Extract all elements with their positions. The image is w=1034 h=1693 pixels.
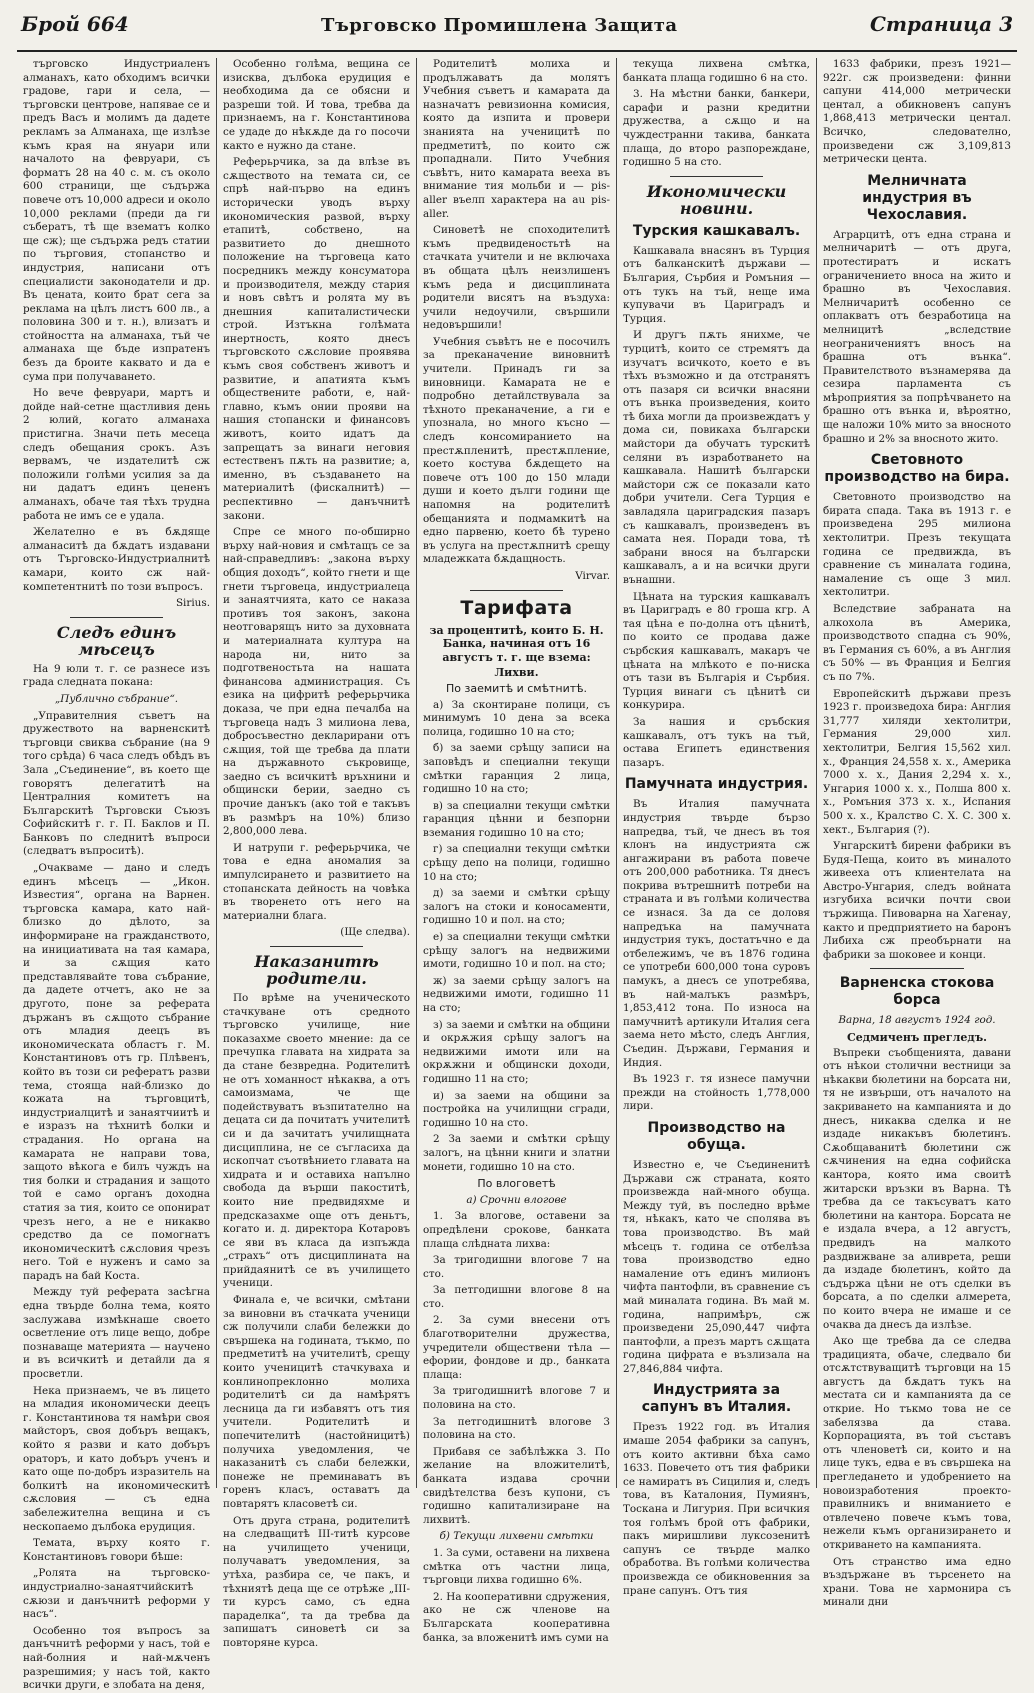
continued-note: (Ще следва).	[340, 926, 410, 939]
paragraph: д) за заеми и смѣтки срѣщу залогъ на стоки и коносаменти, годишно 10 и пол. на сто;	[423, 887, 610, 927]
column-4	[617, 58, 817, 1597]
paragraph: Вследствие забраната на алкохола въ Америка, производството спадна съ 90%, въ Германия съ 60%, а въ Англия съ 50% — въ Франция и Белгия съ по 7%.	[823, 603, 1011, 683]
paragraph: а) За сконтиране полици, съ минимумъ 10 дена за всека полица, годишно 10 на сто;	[423, 698, 610, 738]
headline: Световното производство на бира.	[824, 452, 1010, 486]
paragraph: За нашия и сръбския кашкавалъ, отъ тукъ на тъй, остава Египетъ единствения пазаръ.	[623, 715, 810, 769]
paragraph: 2. На кооперативни сдружения, ако не сж членове на Българската кооперативна банка, за вложенитѣ имъ суми на	[423, 1590, 610, 1644]
newspaper-page	[17, 10, 1017, 1692]
paragraph: Европейскитѣ държави презъ 1923 г. произведоха бира: Англия 31,777 хиляди хектолитри, Германия 29,000 хил. хектолитри, Белгия 15,562 хил. х., Франция 24,558 х. х., Америка 7000 х. х., Дания 2,294 х. х., Унгария 1000 х. х., Полша 800 х. х., Ромъния 373 х. х., Испания 500 х. х., Кралство С. Х. С. 300 х. хект., България (?).	[823, 687, 1011, 836]
paragraph: г) за специални текущи смѣтки срѣщу депо на полици, годишно 10 на сто;	[423, 843, 610, 883]
paragraph: Ако ще требва да се следва традицията, обаче, следвало би отсѫтствуващитѣ търговци на 15 августъ да бѫдатъ тукъ на местата си и кампанията да се открие. Но тъкмо това не се забелязва да става. Корпорацията, въ той съставъ отъ членоветѣ си, които и на лице тукъ, едва е въ свършека на прегледането и удобрението на новоизработения проекто-правилникъ и вниманието е отвлечено повече къмъ това, нежели къмъ организирането и откриването на кампанията.	[823, 1335, 1011, 1551]
paragraph: Аграрцитѣ, отъ една страна и мелничаритѣ — отъ друга, протестиратъ и искатъ ограничението вноса на жито и брашно въ Чехославия. Мелничаритѣ особенно се оплакватъ отъ безработица на мелницитѣ „вследствие неограничениятъ вносъ на брашна отъ вънка“. Правителството възнамерява да сезира парламента съ мѣроприятия за попрѣчването на брашно отъ вънка и, вѣроятно, ще наложи 10% мито за вносното брашно и 2% за вносното жито.	[823, 228, 1011, 445]
column-2	[217, 58, 417, 1649]
paragraph: За петгодишни влогове 8 на сто.	[423, 1284, 610, 1310]
paragraph: Световното производство на бирата спада. Така въ 1913 г. е произведена 295 милиона хектолитри. Презъ текущата година се предвижда, въ сравнение съ миналата година, намаление съ още 3 мил. хектолитри.	[823, 491, 1011, 599]
headline-sub: за процентитѣ, които Б. Н. Банка, начиная отъ 16 августъ т. г. ще взема:	[429, 623, 604, 664]
dateline: Варна, 18 августъ 1924 год.	[838, 1014, 996, 1027]
paragraph: 1. За влогове, оставени за опредѣлени срокове, банката плаща слѣдната лихва:	[423, 1210, 610, 1250]
paragraph: 1. За суми, оставени на лихвена смѣтка отъ частни лица, търговци лихва годишно 6%.	[423, 1546, 610, 1587]
paragraph: ж) за заеми срѣщу залогъ на недвижими имоти, годишно 11 на сто;	[423, 974, 610, 1014]
column-5	[817, 58, 1017, 1609]
paragraph: търговско Индустриаленъ алманахъ, като обходимъ всички градове, гари и села, — търговски центрове, напявае се и предъ Васъ и молимъ да дадете рекламъ за Алманаха, ще излѣзе къмъ края на януари или началото на февруари, съ форматъ 28 на 40 с. м. съ около 600 страници, ще съдържа повече отъ 10,000 адреси и около 10,000 реклами (преди да ги събератъ, тѣ ще взематъ колко ще сж); ще съдържа редъ статии по търговия, стопанство и индустрия, написани отъ специалисти законодатели и др. Въ цената, които брат сега за реклама на цѣлъ листъ 600 лв., а половина 300 и т. н.), влизатъ и стойността на алманаха, тъй че алманаха ще бъде изпратенъ безъ да броите каквато и да е сума при получаването.	[23, 58, 210, 383]
paragraph: Известно е, че Съединенитѣ Държави сж страната, която произвежда най-много обуща. Между туй, въ последно врѣме тя, нѣкакъ, като че сполява въ това производство. Въ май мѣсецъ т. година се отбелѣза това производство едно намаление отъ единъ милионъ чифта пантофли, въ сравнение съ май миналата година. Въ май м. година, напримѣръ, сж произведени 25,090,447 чифта пантофли, а презъ мартъ сѫщата година цифрата е възлизала на 27,846,884 чифта.	[623, 1158, 810, 1375]
paragraph: текуща лихвена смѣтка, банката плаща годишно 6 на сто.	[623, 58, 810, 84]
paragraph: Между туй реферата засѣгна една твърде болна тема, която заслужава измѣкнаше своето осветление отъ лице вещо, добре познаваще материята — научено и въ всичкитѣ и детайли да я просветли.	[23, 1286, 210, 1381]
section-italic: а) Срочни влогове	[466, 1193, 567, 1206]
paragraph: За тригодишни влогове 7 на сто.	[423, 1254, 610, 1280]
section-subtitle: По заемитѣ и смѣтнитѣ.	[445, 681, 588, 695]
paragraph: И другъ пѫть янихме, че турцитѣ, които се стремятъ да изучатъ всичкото, което е въ тѣхъ възможно и да отстранятъ отъ пазаря си всички внасяни отъ вънка произведения, които тѣ биха могли да произвеждатъ у дома си, повикаха български майстори да обучатъ турскитѣ селяни въ изработването на кашкавала. Нашитѣ български майстори сж се показали като добри учители. Сега Турция е завладяла цариградския пазаръ съ кашкавалъ, произведенъ въ самата нея. Поради това, тѣ забрани внося на български кашкавалъ, а и на всички други вънашни.	[623, 329, 810, 586]
headline: Мелничната индустрия въ Чехославия.	[862, 172, 972, 223]
page-number: Страница 3	[869, 12, 1013, 36]
paragraph: 1633 фабрики, презъ 1921—922г. сж произведени: финни сапуни 414,000 метрически центал, а обикновенъ сапунъ 1,868,413 метрически центал. Всичко, следователно, произведени сж 3,109,813 метрически цента.	[823, 58, 1011, 166]
paragraph: 3. На мѣстни банки, банкери, сарафи и разни кредитни дружества, а сѫщо и на чуждестранни такива, банката плаща, до второ разпореждане, годишно 5 на сто.	[623, 88, 810, 169]
headline: Памучната индустрия.	[624, 776, 809, 793]
paragraph: Спре се много по-обширно върху най-новия и смѣтащъ се за най-справедливъ: „закона върху общия доходъ“, който гнети и ще гнети търговеца, индустриалеца и занаятчията, като се наказа противъ тоя законъ, закона неотговарящъ нито за духовната и материалната култура на народа ни, нито за подготвеностьта на нашата финансова администрация. Съ езика на цифритѣ реферьрчика доказа, че при една печалба на търговеца надъ 3 милиона лева, добросъвестно декларирани отъ сѫщия, той ще требва да плати на държавното съкровище, заедно съ всичкитѣ връхнини и общински берии, заедно съ прочие данъкъ (ако той е такъвъ въ размѣръ на 10%) близо 2,800,000 лева.	[223, 526, 410, 838]
headline: Варненска стокова борса	[839, 975, 995, 1009]
paragraph: б) за заеми срѣщу записи на заповѣдъ и специални текущи смѣтки гаранция 2 лица, годишно 10 на сто;	[423, 742, 610, 796]
paragraph: Особенно тоя въпросъ за данъчнитѣ реформи у насъ, той е най-болния и най-мѫченъ разрешимия; у насъ той, както всички други, е злобата на деня,	[23, 1624, 210, 1692]
headline: Турския кашкавалъ.	[632, 222, 801, 239]
paragraph: Унгарскитѣ бирени фабрики въ Будя-Пеща, които въ миналото живееха отъ клиентелата на Австро-Унгария, следъ войната изгубиха всички почти свои тържища. Пивоварна на Хагенау, както и предприятието на баронъ Либиха сж преобърнати на фабрики за шоковее и конци.	[823, 840, 1011, 961]
paragraph: Реферьрчика, за да влѣзе въ сѫществото на темата си, се спрѣ най-първо на единъ исторически уводъ върху икономическия развой, върху етапитѣ, собствено, на развитието до днешното положение на търговеца като посредникъ между консуматора и производителя, между стария и новъ свѣтъ и ролята му въ днешния капиталистически строй. Изтъкна голѣмата инертность, която днесъ търговското сѫсловие проявява къмъ своя собственъ животъ и развитие, и апатията къмъ обществените работи, е, най-главно, къмъ онии прояви на нашия стопански и финансовъ животъ, които идатъ да запрещатъ за винаги неговия естественъ пѫть на развитие; а, именно, въ създаването на материалитѣ (фискалнитѣ) — респективно — данъчнитѣ закони.	[223, 156, 410, 522]
masthead	[17, 10, 1017, 52]
section-title: Лихви.	[494, 666, 539, 680]
headline: Индустрията за сапунъ въ Италия.	[641, 1382, 792, 1416]
paragraph: Прибавя се забѣлѣжка 3. По желание на вложителитѣ, банката издава срочни свидѣтелства безъ купони, съ годишно капитализиране на лихвитѣ.	[423, 1445, 610, 1526]
column-1	[17, 58, 217, 1692]
paragraph: Цѣната на турския кашкавалъ въ Цариградъ е 80 гроша кгр. А тая цѣна е по-долна отъ цѣнитѣ, по които се продава даже сърбския кашкавалъ, макаръ че цѣната на млѣкото е по-ниска отъ тази въ Българія и Сърбия. Турция винаги съ цѣнитѣ си конкурира.	[623, 590, 810, 712]
paragraph: Отъ странство има едно въздържане въ търсенето на храни. Това не хармонира съ минали дни	[823, 1555, 1011, 1609]
paragraph: 2. За суми внесени отъ благотворителни дружества, учредители обществени тѣла — ефории, фондове и др., банката плаща:	[423, 1314, 610, 1381]
paragraph: За тригодишнитѣ влогове 7 и половина на сто.	[423, 1385, 610, 1412]
paragraph: На 9 юли т. г. се разнесе изъ града следната покана:	[23, 662, 210, 689]
headline: Производство на обуща.	[647, 1119, 786, 1153]
section-subtitle: По влоговетѣ	[477, 1177, 556, 1191]
signature: Virvar.	[575, 569, 610, 582]
paragraph: и) за заеми на общини за постройка на училищни сгради, годишно 10 на сто.	[423, 1089, 610, 1129]
paragraph: е) за специални текущи смѣтки срѣщу залогъ на недвижими имоти, годишно 10 и пол. на сто;	[423, 931, 610, 971]
paragraph: За петгодишнитѣ влогове 3 половина на сто.	[423, 1415, 610, 1442]
paragraph: „Управителния съветъ на дружеството на варненскитѣ търговци свиква събрание (на 9 того срѣда) 6 часа следъ обѣдъ въ Зала „Съединение“, въ което ще говорятъ делегатитѣ на Централния комитетъ на Българскитѣ Търговски Съюзъ Софийскитѣ г. г. П. Баклов и П. Банковъ по следнитѣ въпроси (следватъ въпроситѣ).	[23, 709, 210, 858]
paragraph: По врѣме на ученическото стачкуване отъ средното търговско училище, ние показахме своето мнение: да се пречупка главата на хидрата за да стане безвредна. Родителитѣ не отъ хоманност нѣкаква, а отъ самоизмама, че ще подействуватъ възпитателно на децата си да почитатъ учителитѣ си и да зачитатъ училищната дисциплина, не се съгласиха да ископчат съотвѣнието главата на хидрата и и оставиха напълно свобода да върши пакоститѣ, които ние предвидяхме и предсказахме още отъ деньтъ, когато и. д. директора Котаровъ се яви въ класа да изпъжда „страхъ“ отъ дисциплината на прийдаянитѣ се въ училището ученици.	[223, 992, 410, 1290]
divider	[870, 968, 964, 969]
paragraph: Отъ друга страна, родителитѣ на следващитѣ III-титѣ курсове на училището ученици, получаватъ уведомления, за утѣха, разбира се, че пакъ, и тѣхниятѣ деца ще се отрѣже „III-ти курсъ само, съ една параделка“, та да требва да запишатъ синоветѣ си за повторяне курса.	[223, 1514, 410, 1649]
divider	[270, 946, 364, 947]
quote-title: „Публично събрание“.	[54, 692, 179, 705]
columns	[17, 58, 1017, 1692]
paragraph: з) за заеми и смѣтки на общини и окрѫжия срѣщу залогъ на недвижими имоти или на окрѫжни и общински доходи, годишно 11 на сто;	[423, 1018, 610, 1085]
paragraph: Родителитѣ молиха и продължаватъ да молятъ Учебния съветъ и камарата да назначатъ ревизионна комисия, която да изпита и провери знанията на ученицитѣ по предметитѣ, по които сж пропаднали. Пито Учебния съвѣтъ, нито камарата вееха въ внимание тия мольби и — pis-aller въелп характера на au pis-aller.	[423, 58, 610, 220]
paragraph: Финала е, че всички, смѣтани за виновни въ стачката ученици сж получили слаби бележки до свършека на годината, тъкмо, по предметитѣ на учителитѣ, срещу които ученицитѣ стачкуваха и конлинопреклонно молиха родителитѣ си да намѣрятъ лесница да ги избавятъ отъ тия учители. Родителитѣ и попечителитѣ (настойницитѣ) получиха уведомления, че наказанитѣ съ слаби бележки, понеже не преминаватъ въ горенъ класъ, оставатъ да повтарятъ класоветѣ си.	[223, 1294, 410, 1510]
headline: Наказанитѣ родители.	[254, 952, 379, 988]
column-3	[417, 58, 617, 1644]
newspaper-title: Търговско Промишлена Защита	[321, 15, 678, 36]
signature: Sirius.	[175, 597, 210, 610]
paragraph: Нека признаемъ, че въ лицето на младия икономически деецъ г. Константинова тя намѣри своя майсторъ, своя добъръ вещакъ, който я разви и като добъръ ораторъ, и като добъръ ученъ и като още по-добръ изразитель на болкитѣ на икономическитѣ сѫсловия — съ една забележителна вещина и съ нескопаемо дълбока ерудиция.	[23, 1384, 210, 1533]
headline: Икономически новини.	[646, 181, 787, 218]
paragraph: Въпреки съобщенията, давани отъ нѣкои столични вестници за нѣкакви бюлетини на борсата ни, тя не извърши, отъ началото на закриването на кампанията и до днесъ, никаква сделка и не издаде никакъвъ бюлетинъ. Сѫобщаванитѣ бюлетини сж сѫчинения на една софийска кантора, която има своитѣ житарски връзки въ Варна. Тѣ требва да се такъсуватъ като бюлетини на кантора. Борсата не е издала вчера, а 12 августъ, предвидъ на малкото раздвижване за аливрета, реши да издаде бюлетинъ, който да съдържа цѣни не отъ сделки въ борсата, а по сделки алмерета, по които вчера не имаше и се очаква да днесъ да излѣзе.	[823, 1046, 1011, 1331]
paragraph: Презъ 1922 год. въ Италия имаше 2054 фабрики за сапунъ, отъ които активни бѣха само 1633. Повечето отъ тия фабрики се намиратъ въ Сицилия и, следъ това, въ Каталония, Пумиянъ, Тоскана и Лигурия. При всичкия тоя голѣмъ брой отъ фабрики, пакъ миришливи луксозенитѣ сапунъ се твърде малко обработва. Въ голѣми количества произвежда се обикновенния за пране сапунъ. Отъ тия	[623, 1421, 810, 1597]
paragraph: Особенно голѣма, вещина се изисква, дълбока ерудиция е необходима да се обясни и разреши той. И това, требва да признаемъ, на г. Константинова се удаде до нѣкѫде да го посочи както е нужно да стане.	[223, 58, 410, 152]
paragraph: Но вече февруари, мартъ и дойде най-сетне щастливия день 2 юлий, когато алманаха пристигна. Значи петь месеца следъ обещания срокъ. Азъ вервамъ, че издателитѣ сж положили голѣми усилия за да ни дадатъ единъ цененъ алманахъ, обаче тая тѣхъ трудна работа не имъ се е удала.	[23, 387, 210, 522]
paragraph: 2 За заеми и смѣтки срѣщу залогъ, на цѣнни книги и златни монети, годишно 10 на сто.	[423, 1133, 610, 1173]
paragraph: в) за специални текущи смѣтки гаранция цѣнни и безпорни вземания годишно 10 на сто;	[423, 799, 610, 839]
section-title: Седмиченъ прегледъ.	[846, 1031, 987, 1045]
paragraph: Желателно е въ бѫдяще алманаситѣ да бѫдатъ издавани отъ Търговско-Индустриалнитѣ камари, които сж най-компетентнитѣ по този въпросъ.	[23, 526, 210, 593]
paragraph: И натрупи г. реферьрчика, че това е една аномалия за импулсирането и развитието на стопанската дейность на човѣка въ творенето отъ него на материални блага.	[223, 841, 410, 922]
paragraph: „Ролята на търговско-индустриално-занаятчийскитѣ сѫюзи и данъчнитѣ реформи у насъ“.	[23, 1567, 210, 1621]
divider	[70, 617, 164, 618]
headline: Следъ единъ мѣсецъ	[56, 622, 177, 659]
paragraph: Учебния съвѣтъ не е посочилъ за преканачение виновнитѣ учители. Принадъ ги за виновници. Камарата не е подробно детайлствувала за тѣхното преканачение, а ги е упознала, но много късно — следъ консомиранието на престѫпленитѣ, престѫпление, което костува бѫдещето на повече отъ 100 до 150 млади души и което дълги години ще напомня на родителитѣ обещанията и подмамкитѣ на едно парвеню, което бѣ турено въ услуга на престѫпнитѣ срещу младежката бѫдащность.	[423, 335, 610, 566]
paragraph: Въ 1923 г. тя изнесе памучни прежди на стойность 1,778,000 лири.	[623, 1073, 810, 1113]
paragraph: „Очакваме — дано и следъ единъ мѣсецъ — „Икон. Известия“, органа на Варнен. търговска камара, като най-близко до дѣлото, за информиране на гражданството, на инициативата на тая камара, и за сѫщия като представлявайте това събрание, да дадете отчетъ, ако не за другото, поне за реферата държанъ въ сѫщото събрание отъ младия деецъ въ икономическата областъ г. М. Константиновъ отъ гр. Плѣвенъ, който въ този си рефератъ разви тема, стояща най-близко до кожата на търговцитѣ, индустриалцитѣ и занаятчиитѣ и е изразъ на тѣхнитѣ болки и страдания. Но органа на камарата не направи това, защото вѣкога е билъ чуждъ на тия болки и страдания и защото той е само органъ доходна статия за тия, които се опонират чрезъ него, а не е никакво средство да се помогнатъ икономическитѣ сѫсловия чрезъ него. Той е нуженъ и само за парадъ на бай Коста.	[23, 862, 210, 1282]
issue-number: Брой 664	[21, 12, 129, 36]
section-italic: б) Текущи лихвени смѣтки	[439, 1530, 594, 1543]
divider	[670, 176, 764, 177]
paragraph: Кашкавала внасянъ въ Турция отъ балканскитѣ държави — България, Сърбия и Ромъния — отъ тукъ на тъй, неще има купувачи въ Цариградъ и Турция.	[623, 244, 810, 325]
paragraph: Въ Италия памучната индустрия твърде бързо напредва, тъй, че днесъ въ тоя клонъ на индустрията сж ангажирани въ работа повече отъ 200,000 работника. Тя днесъ покрива вътрешнитѣ потреби на страната и въ голѣми количества се изнася. За да се доловя напредъка на памучната индустрия тукъ, достатъчно е да отбележимъ, че въ 1876 година се употреби 600,000 тона суровъ памукъ, а днесъ се употребява, въ най-малъкъ размѣръ, 1,853,412 тона. По износа на памучнитѣ артикули Италия сега заема нето мѣсто, следъ Англия, Съедин. Държави, Германия и Индия.	[623, 798, 810, 1069]
headline: Тарифата	[460, 596, 573, 619]
paragraph: Синоветѣ не споходителитѣ къмъ предвиденостьтѣ на стачката учители и не включаха въ общата цѣлъ неизлишенъ къмъ реда и дисциплината родители висятъ на въздуха: учили недоучили, свършили недовършили!	[423, 224, 610, 332]
divider	[470, 590, 564, 591]
paragraph: Темата, върху която г. Константиновъ говори бѣше:	[23, 1537, 210, 1563]
